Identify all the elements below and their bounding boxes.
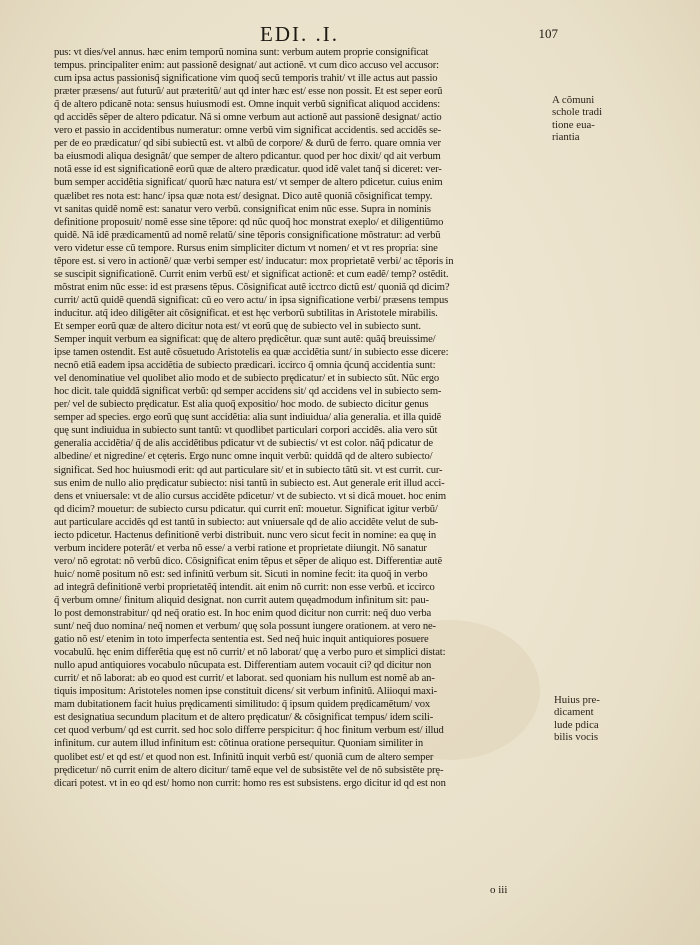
body-text-column: [54, 46, 550, 790]
text-line: prędicetur/ nõ currit enim de altero dicitur/ tamẽ eque vel de subsistẽte vel de nõ subsistẽte prę-: [54, 764, 444, 776]
text-line: »» vt sanitas quidẽ nomẽ est: sanatur vero verbũ. consignificat enim nũc esse. Supra in nominis: [54, 203, 550, 216]
text-line: semper ad species. ergo eorũ quę sunt accidẽtia: alia sunt indiuidua/ alia generalia. et illa quidẽ: [54, 412, 442, 424]
text-line: q̃ verbum omne/ finitum aliquid designat. non currit autem quęadmodum infinitum sit: pau-: [54, 594, 429, 606]
text-line: vero et passio in accidentibus numeratur: omne verbũ vim significat accidentis. sed accidẽs se-: [54, 125, 442, 137]
text-line: hoc dicit. tale quiddã significat verbũ: qd semper accidens sit/ qd accidens vel in subiecto sem-: [54, 386, 442, 398]
text-line: est designatiua secundum placitum et de altero prędicatur/ & cõsignificat tempus/ idem scili-: [54, 712, 434, 724]
signature-mark: o iii: [490, 884, 508, 896]
text-line: sunt/ neq̃ duo nomina/ neq̃ nomen et verbum/ quę sola possunt iungere orationem. at vero ne-: [54, 621, 436, 633]
running-head: EDI. .I.: [260, 22, 339, 46]
text-line: »» verbum incidere poterãt/ et verba nõ esse/ a verbi ratione et proprietate diiungit. Nõ sanatur: [54, 542, 550, 555]
text-line: currit/ et nõ laborat: ab eo quod est currit/ et laborat. sed quoniam his nullum est nomẽ ab an-: [54, 673, 435, 685]
text-line: quidẽ. Nã idẽ prædicamentũ ad nomẽ relatũ/ sine tẽporis consignificatione mõstratur: ad verbũ: [54, 229, 441, 241]
text-line: aut particulare accidẽs qd est tantũ in subiecto: aut vniuersale qd de alio accidẽte velut de sub-: [54, 516, 439, 528]
text-line: mam dubitationem facit huius prędicamenti similitudo: q̃ ipsum quidem prędicamẽtum/ vox: [54, 699, 431, 711]
text-line: ipse tamen ostendit. Est autẽ cõsuetudo Aristotelis ea quæ accidẽtia sunt/ in subiecto esse dicere:: [54, 347, 449, 359]
text-line: »» infinitum. cur autem illud infinitum est: cõtinua oratione persequitur. Quoniam similiter in: [54, 737, 550, 750]
text-line: necnõ etiã eadem ipsa accidẽtia de subiecto prædicari. iccirco q̃ omnia q̃cunq̃ accidentia sunt:: [54, 360, 436, 372]
text-line: pus: vt dies/vel annus. hæc enim temporũ nomina sunt: verbum autem proprie consignificat: [54, 47, 429, 58]
text-line: qd dicim? mouetur: de subiecto cursu pdicatur. qui currit enĩ: mouetur. Significat igitur verbũ/: [54, 503, 438, 515]
text-line: albedine/ et nigredine/ et cęteris. Ergo nunc omne inquit verbũ: quiddã qd de altero subiecto/: [54, 451, 433, 463]
text-line: tẽpore est. si vero in actionẽ/ quæ verbi semper est/ inducatur: mox proprietatẽ verbi/ ac tẽporis in: [54, 255, 454, 267]
text-line: se suscipit significationẽ. Currit enim verbũ est/ et significat actionẽ: et cum eadẽ/ temp? ostẽdit.: [54, 268, 449, 280]
text-line: gatio nõ est/ etenim in toto imperfecta sententia est. Sed neq̃ huic inquit antiquiores posuere: [54, 634, 429, 646]
text-line: »» Et semper eorũ quæ de altero dicitur nota est/ vt eorũ quę de subiecto vel in subiecto sunt.: [54, 320, 550, 333]
text-line: currit/ actũ quidẽ quendã significat: cũ eo vero actu/ in ipsa significatione verbi/ præsens tempus: [54, 294, 449, 306]
text-line: præter præsens/ aut futurũ/ aut præteritũ/ aut qd inter hæc est/ esse non possit. Et est seper eorũ: [54, 86, 443, 98]
text-line: tiquis impositum: Aristoteles nomen ipse constituit dicens/ sit verbum infinitũ. Aliioqui maxi-: [54, 686, 437, 698]
margin-note: Huius pre- dicament lude pdica bilis vocis: [554, 694, 600, 744]
page-number: 107: [538, 26, 558, 41]
text-line: vero/ nõ egrotat: nõ verbũ dico. Cõsignificat enim tẽpus et sẽper de aliquo est. Differentiæ autẽ: [54, 555, 442, 567]
margin-note: A cõmuni schole tradi tione eua- riantia: [552, 94, 603, 144]
text-line: »» quælibet res nota est: hanc/ ipsa quæ nota est/ designat. Dico autẽ quoniã cõsignificat tempy.: [54, 190, 550, 203]
text-line: Semper inquit verbum ea significat: quę de altero prędicẽtur. quæ sunt autẽ: quãq̃ breuissime/: [54, 334, 436, 346]
text-line: significat. Sed hoc huiusmodi erit: qd aut particulare sit/ et in subiecto tãtũ sit. vt est currit. cur-: [54, 464, 443, 476]
text-line: q̃ de altero pdicanẽ nota: sensus huiusmodi est. Omne inquit verbũ significat aliquod accidens:: [54, 99, 441, 111]
text-line: ad integrã definitionẽ verbi proprietatẽq̃ intendit. ait enim nõ currit: non esse verbũ. et iccirco: [54, 581, 435, 593]
text-line: notã esse id est significationẽ eorũ quæ de altero prædicatur. quod idẽ valet tanq̃ si diceret: ver-: [54, 164, 442, 176]
text-line: cet quod verbum/ qd est currit. sed hoc solo differre perspicitur: q̃ hoc finitum verbum est/ illud: [54, 725, 444, 737]
text-line: »» quolibet est/ et qd est/ et quod non est. Infinitũ inquit verbũ est/ quoniã cum de altero semper: [54, 751, 550, 764]
text-line: cum ipsa actus passionisq̃ significatione vim quoq̃ secũ temporis trahit/ vt ille actus aut passio: [54, 73, 438, 85]
text-line: vel denominatiue vel quolibet alio modo et de subiecto prędicatur/ et in subiecto sũt. Nũc ergo: [54, 373, 440, 385]
text-line: mõstrat enim nũc esse: id est præsens tẽpus. Cõsignificat autẽ icctrco dictũ est/ quoniã qd dicim?: [54, 281, 450, 293]
text-line: dicari potest. vt in eo qd est/ homo non currit: homo res est subsistens. ergo dicitur id qd est non: [54, 777, 446, 789]
text-line: tempus. principaliter enim: aut passionẽ designat/ aut actionẽ. vt cum dico accuso vel accusor:: [54, 60, 439, 72]
text-line: lo post demonstrabitur/ qd neq̃ oratio est. In hoc enim quod dicitur non currit: neq̃ duo verba: [54, 608, 432, 620]
text-line: per/ vel de subiecto prędicatur. Est alia quoq̃ expositio/ hoc modo. de subiecto dicitur genus: [54, 399, 429, 411]
text-line: qd accidẽs sẽper de altero pdicatur. Nã si omne verbum aut actionẽ aut passionẽ designat/ actio: [54, 112, 442, 124]
text-line: bum semper accidẽtia significat/ quorũ hæc natura est/ vt semper de altero pdicetur. cuius enim: [54, 177, 443, 189]
text-line: iecto pdicetur. Hactenus definitionẽ verbi distribuit. nunc vero sicut fecit in nomine: ea quę in: [54, 529, 437, 541]
text-line: quę sunt indiuidua in subiecto sunt tantũ: vt quodlibet particulari corpori accidẽs. alia vero sũt: [54, 425, 438, 437]
text-line: vero videtur esse cũ tempore. Rursus enim simpliciter dictum vt nomen/ et vt res propria: sine: [54, 242, 438, 254]
text-line: sus enim de nullo alio prędicatur subiecto: nisi tantũ in subiecto est. Aut generale erit illud acci-: [54, 477, 445, 489]
text-line: vocabulũ. hęc enim differẽtia quę est nõ currit/ et nõ laborat/ quę a verbo puro et simplici distat:: [54, 647, 446, 659]
text-line: ba eiusmodi aliqua designãt/ que semper de altero pdicantur. quod per hoc dixit/ qd ait verbum: [54, 151, 441, 163]
text-line: nullo apud antiquiores vocabulo nũcupata est. Differentiam autem vocauit ci? qd dicitur non: [54, 660, 432, 672]
text-line: dens et vniuersale: vt de alio cursus accidẽte pdicetur/ vt de subiecto. vt si dicã mouet. hoc enim: [54, 490, 447, 502]
text-line: per de eo prædicatur/ qd sibi subiectũ est. vt albũ de corpore/ & durũ de ferro. quare omnia ver: [54, 138, 441, 150]
text-line: »» huic/ nomẽ positum nõ est: sed infinitũ verbum sit. Sicuti in nomine fecit: ita quoq̃ in verbo: [54, 568, 550, 581]
text-line: definitione proposuit/ nomẽ esse sine tẽpore: qd nũc quoq̃ hoc monstrat exeplo/ et diligentiũmo: [54, 216, 444, 228]
text-line: inducitur. atq̃ ideo diligẽter ait cõsignificat. et est hęc verborũ subtilitas in Aristotele mirabilis.: [54, 307, 438, 319]
text-line: generalia accidẽtia/ q̃ de alis accidẽtibus pdicatur vt de subiectis/ vt est color. nãq̃ pdicatur de: [54, 438, 433, 450]
